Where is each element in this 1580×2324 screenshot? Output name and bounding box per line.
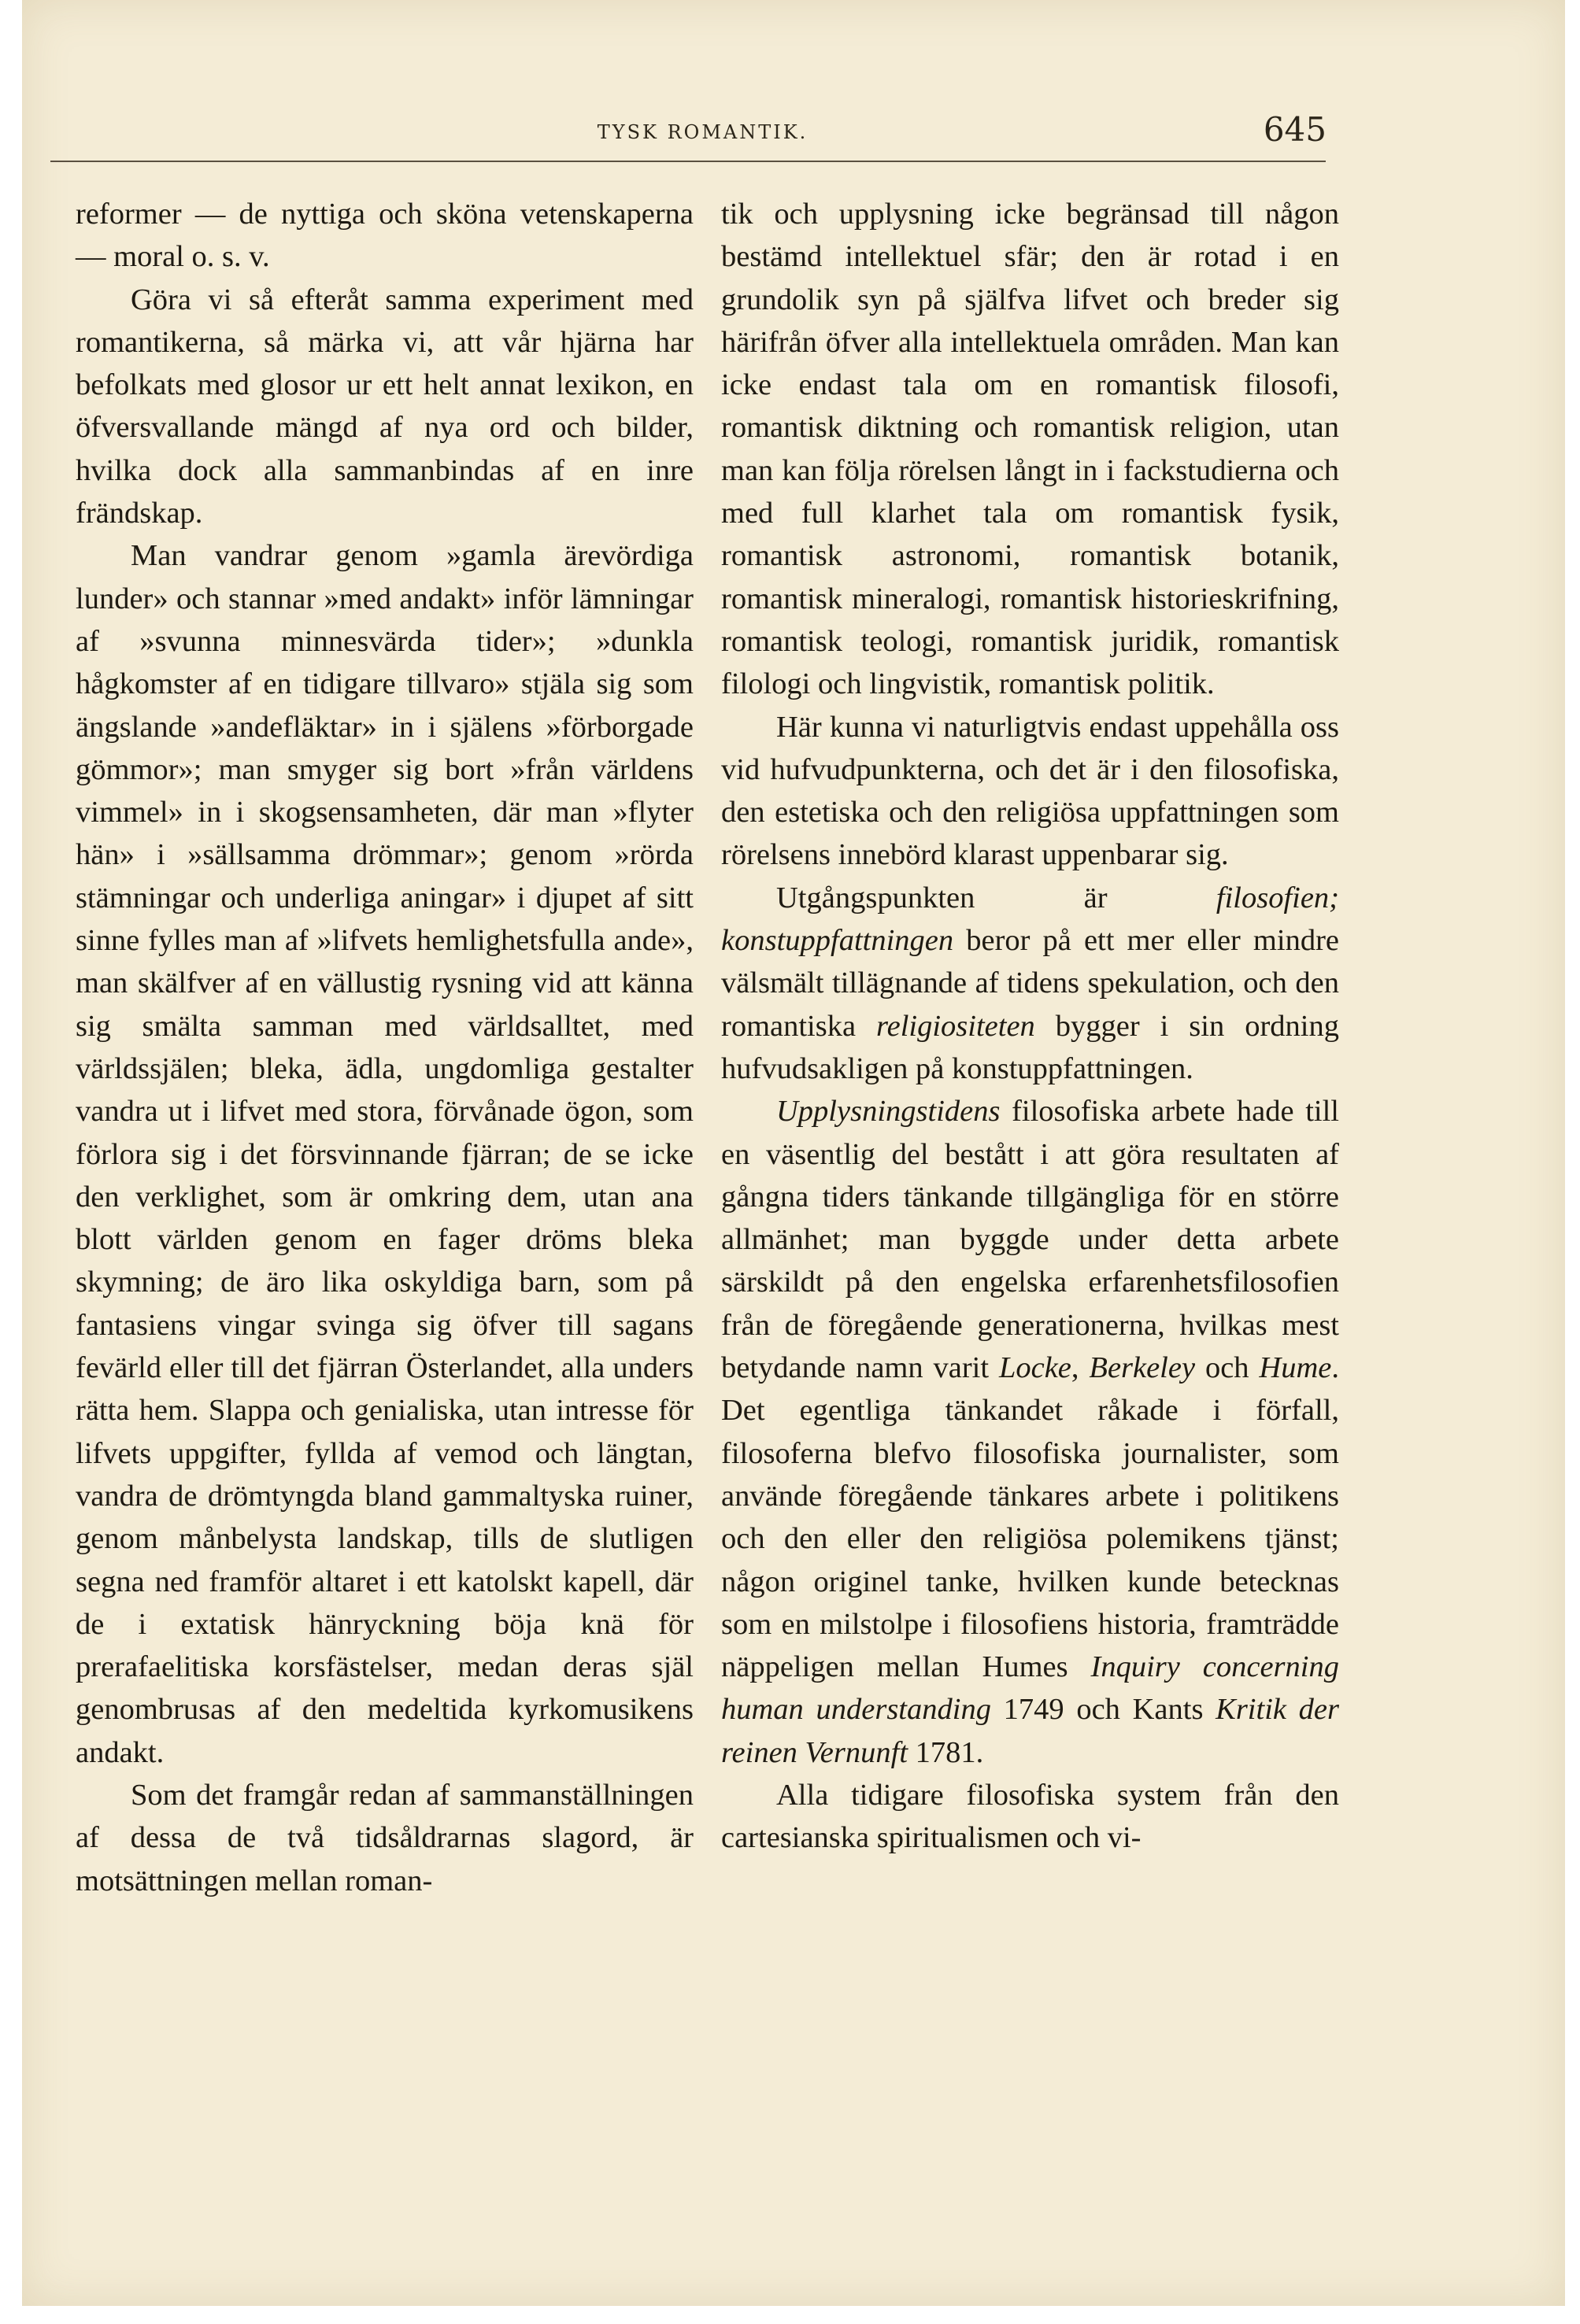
text-run: reformer — de nyttiga och sköna vetenskaperna — moral o. s. v. [76, 198, 694, 274]
paragraph [721, 706, 1339, 877]
italic-text: Inquiry concerning human understanding [721, 1650, 1339, 1727]
text-run: . Det egentliga tänkandet råkade i förfall, filosoferna blefvo filosofiska journalister, som använde föregående tänkares arbete i politikens och den eller den religiösa polemikens tjänst; någon originel tanke, hvilken kunde betecknas som en milstolpe i filosofiens historia, framträdde näppeligen mellan Humes [721, 1351, 1339, 1684]
text-run: Göra vi så efteråt samma experiment med romantikerna, så märka vi, att vår hjärna har befolkats med glosor ur ett helt annat lexikon, en öfversvallande mängd af nya ord och bilder, hvilka dock alla sammanbindas af en inre frändskap. [76, 283, 694, 530]
italic-text: filosofien; konstuppfattningen [721, 881, 1339, 958]
text-run: beror på ett mer eller mindre välsmält tillägnande af tidens spekulation, och den romantiska [721, 924, 1339, 1043]
text-run: Alla tidigare filosofiska system från den cartesianska spiritualismen och vi- [721, 1778, 1339, 1855]
paragraph [76, 534, 694, 1774]
text-run: Utgångspunkten är [776, 881, 1216, 914]
italic-text: religiositeten [876, 1009, 1035, 1043]
paragraph [721, 193, 1339, 706]
paragraph [721, 877, 1339, 1090]
book-page [22, 0, 1565, 2306]
page-header [79, 110, 1327, 157]
text-run: tik och upplysning icke begränsad till någon bestämd intellektuel sfär; den är rotad i en grundolik syn på själfva lifvet och breder sig härifrån öfver alla intellektuela områden. Man kan icke endast tala om en romantisk filosofi, romantisk diktning och romantisk religion, utan man kan följa rörelsen långt in i fackstudierna och med full klarhet tala om romantisk fysik, romantisk astronomi, romantisk botanik, romantisk mineralogi, romantisk historieskrifning, romantisk teologi, romantisk juridik, romantisk filologi och lingvistik, romantisk politik. [721, 198, 1339, 701]
italic-text: Hume [1259, 1351, 1332, 1385]
italic-text: Kritik der reinen Vernunft [721, 1693, 1339, 1769]
page-number: 645 [1263, 110, 1327, 149]
header-rule [50, 161, 1326, 162]
paragraph [721, 1774, 1339, 1860]
text-run: , [1071, 1351, 1090, 1385]
text-run: filosofiska arbete hade till en väsentlig del bestått i att göra resultaten af gångna tiders tänkande tillgängliga för en större allmänhet; man byggde under detta arbete särskildt på den engelska erfarenhetsfilosofien från de föregående generationerna, hvilkas mest betydande namn varit [721, 1095, 1339, 1385]
paragraph [721, 1090, 1339, 1774]
text-run: 1781. [908, 1735, 984, 1769]
text-run: 1749 och Kants [990, 1693, 1216, 1727]
italic-text: Berkeley [1089, 1351, 1196, 1385]
paragraph [76, 193, 694, 279]
running-title: TYSK ROMANTIK. [597, 121, 809, 143]
text-run: Som det framgår redan af sammanställningen af dessa de två tidsåldrarnas slagord, är motsättningen mellan roman- [76, 1778, 694, 1897]
paragraph [76, 1774, 694, 1902]
text-run: bygger i sin ordning hufvudsakligen på konstuppfattningen. [721, 1009, 1339, 1085]
text-run: Man vandrar genom »gamla ärevördiga lunder» och stannar »med andakt» inför lämningar af »svunna minnesvärda tider»; »dunkla hågkomster af en tidigare tillvaro» stjäla sig som ängslande »andefläktar» in i själens »förborgade gömmor»; man smyger sig bort »från världens vimmel» in i skogsensamheten, där man »flyter hän» i »sällsamma drömmar»; genom »rörda stämningar och underliga aningar» i djupet af sitt sinne fylles man af »lifvets hemlighetsfulla ande», man skälfver af en vällustig rysning vid att känna sig smälta samman med världsalltet, med världssjälen; bleka, ädla, ungdomliga gestalter vandra ut i lifvet med stora, förvånade ögon, som förlora sig i det försvinnande fjärran; de se icke den verklighet, som är omkring dem, utan ana blott världen genom en fager dröms bleka skymning; de äro lika oskyldiga barn, som på fantasiens vingar svinga sig öfver till sagans fevärld eller till det fjärran Österlandet, alla unders rätta hem. Slappa och genialiska, utan intresse för lifvets uppgifter, fyllda af vemod och längtan, vandra de drömtyngda bland gammaltyska ruiner, genom månbelysta landskap, tills de slutligen segna ned framför altaret i ett katolskt kapell, där de i extatisk hänryckning böja knä för prerafaelitiska korsfästelser, medan deras själ genombrusas af den medeltida kyrkomusikens andakt. [76, 539, 694, 1769]
text-run: Här kunna vi naturligtvis endast uppehålla oss vid hufvudpunkterna, och det är i den filosofiska, den estetiska och den religiösa uppfattningen som rörelsens innebörd klarast uppenbarar sig. [721, 710, 1339, 872]
text-run: och [1195, 1351, 1260, 1385]
left-column [76, 193, 694, 1902]
italic-text: Locke [998, 1351, 1071, 1385]
right-column [721, 193, 1339, 1860]
paragraph [76, 279, 694, 535]
italic-text: Upplysningstidens [776, 1095, 1001, 1129]
